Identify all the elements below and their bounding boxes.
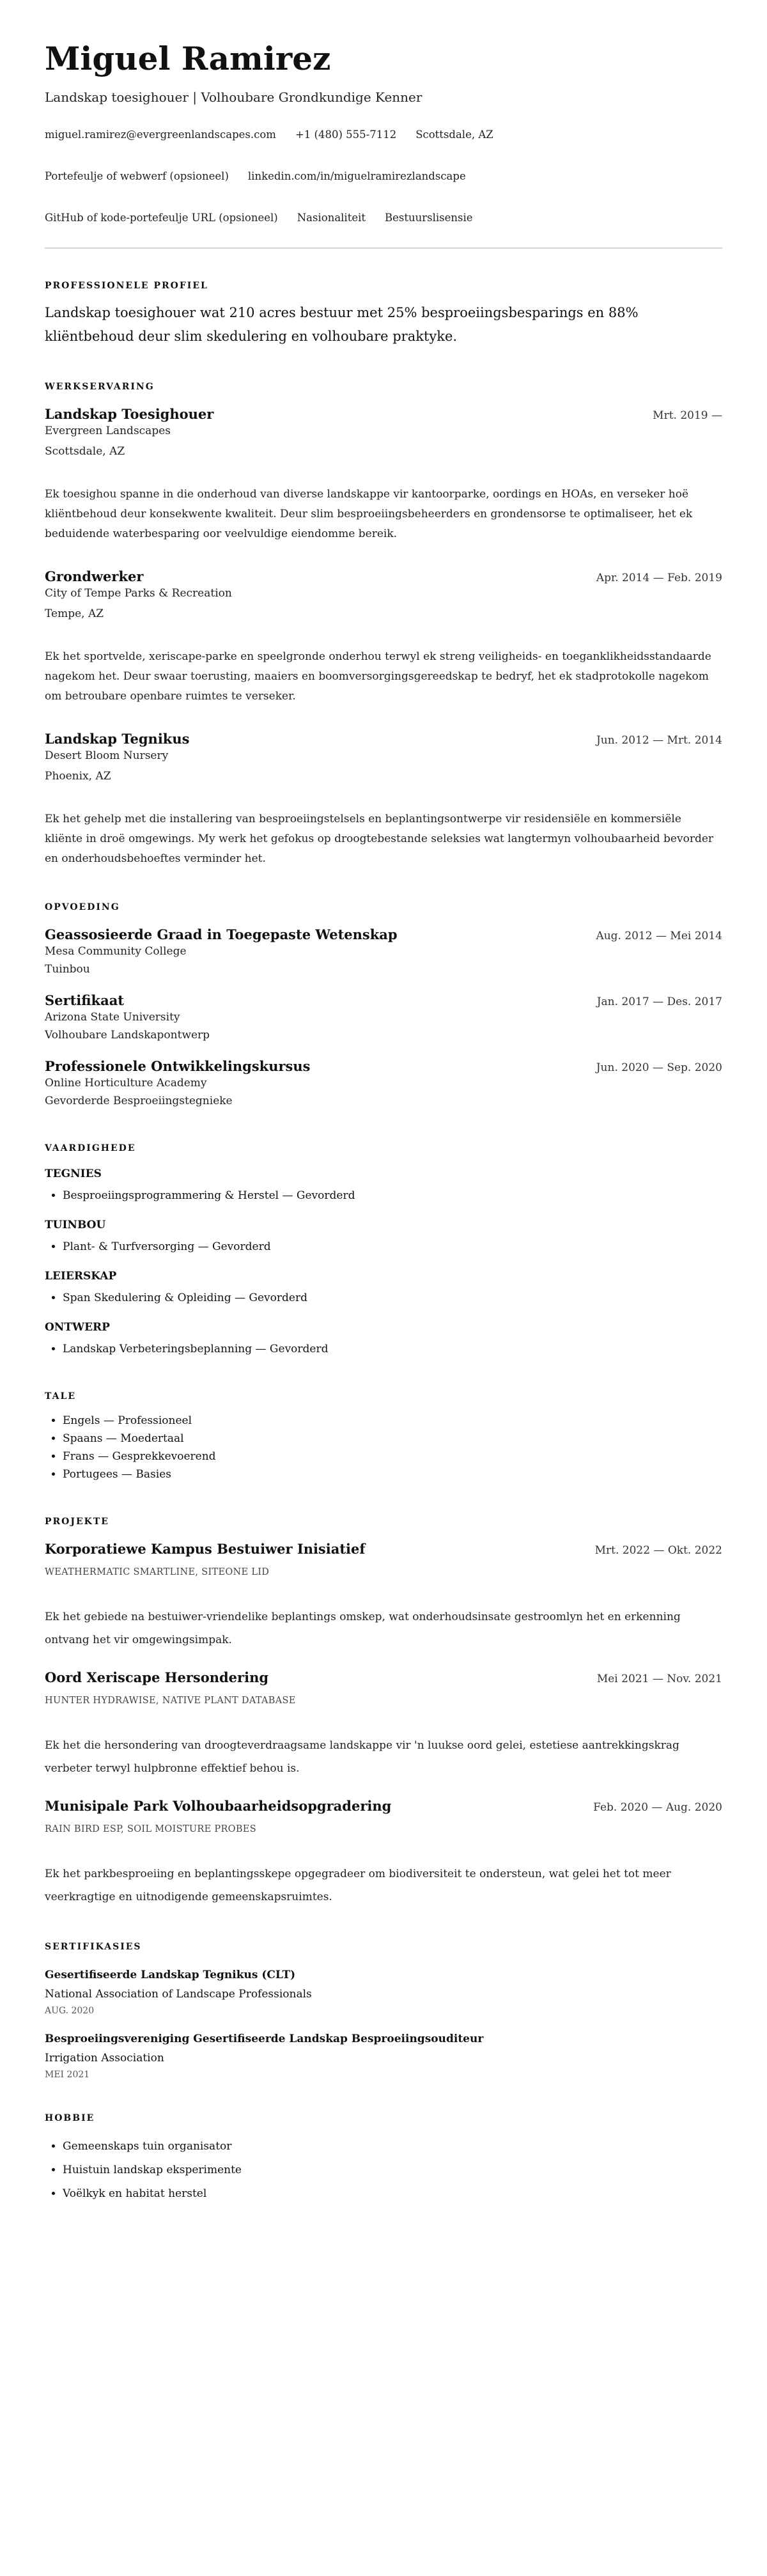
hobby-item: • Voëlkyk en habitat herstel [63,2182,722,2206]
job-title: Landskap Toesighouer [45,406,214,422]
entry-header [45,731,722,747]
skill-list [45,1340,722,1358]
entry-header [45,992,722,1008]
certification-title: Gesertifiseerde Landskap Tegnikus (CLT) [45,1969,296,1981]
languages-section [45,1391,722,1483]
contact-location: Scottsdale, AZ [415,129,493,141]
education-section [45,902,722,1110]
certification-entry [45,2033,722,2080]
institution-name: Online Horticulture Academy [45,1077,207,1089]
candidate-name: Miguel Ramirez [45,40,331,77]
section-title: OPVOEDING [45,902,120,912]
language-item: • Engels — Professioneel [63,1412,722,1430]
entry-date: Jan. 2017 — Des. 2017 [596,995,722,1008]
project-description: Ek het die hersondering van droogteverdraagsame landskappe vir 'n luukse oord gelei, estetiese aantrekkingskrag verbeter terwyl hulpbronne effektief behou is. [45,1739,679,1775]
education-entry [45,1058,722,1110]
entry-header [45,1541,722,1557]
hobby-item: • Huistuin landskap eksperimente [63,2158,722,2182]
certification-date: AUG. 2020 [45,2006,95,2016]
skill-item: • Landskap Verbeteringsbeplanning — Gevorderd [63,1340,722,1358]
entry-header [45,1669,722,1685]
hobbies-section [45,2113,722,2206]
entry-date: Feb. 2020 — Aug. 2020 [593,1801,722,1814]
project-description: Ek het gebiede na bestuiwer-vriendelike beplantings omskep, wat onderhoudsinsate gestroomlyn het en erkenning ontvang het vir omgewingsimpak. [45,1611,681,1646]
degree-title: Geassosieerde Graad in Toegepaste Wetenskap [45,926,398,942]
header-divider [45,247,722,249]
project-technologies: WEATHERMATIC SMARTLINE, SITEONE LID [45,1567,270,1577]
job-title: Landskap Tegnikus [45,731,190,747]
section-title: WERKSERVARING [45,382,155,392]
skill-item: • Besproeiingsprogrammering & Herstel — Gevorderd [63,1187,722,1205]
project-title: Munisipale Park Volhoubaarheidsopgradering [45,1798,392,1814]
contact-phone: +1 (480) 555-7112 [295,129,397,141]
job-entry [45,568,722,706]
hobby-item: • Gemeenskaps tuin organisator [63,2135,722,2158]
entry-date: Jun. 2012 — Mrt. 2014 [596,734,722,747]
project-technologies: RAIN BIRD ESP, SOIL MOISTURE PROBES [45,1824,256,1834]
job-description: Ek het sportvelde, xeriscape-parke en speelgronde onderhou terwyl ek streng veiligheids- en toeganklikheidsstandaarde nagekom het. Deur swaar toerusting, maaiers en boomversorgingsgereedskap te bedryf, het ek stadprotokolle nagekom om betroubare openbare ruimtes te verseker. [45,650,711,703]
skill-category: TEGNIES [45,1167,102,1180]
projects-section [45,1517,722,1909]
contact-row [45,160,722,192]
section-title: PROFESSIONELE PROFIEL [45,281,208,291]
degree-title: Professionele Ontwikkelingskursus [45,1058,311,1074]
language-item: • Portugees — Basies [63,1465,722,1483]
certification-issuer: National Association of Landscape Professionals [45,1988,312,2001]
job-location: Phoenix, AZ [45,770,111,783]
field-of-study: Volhoubare Landskapontwerp [45,1029,210,1042]
skills-section [45,1143,722,1358]
entry-header [45,568,722,584]
education-entry [45,926,722,978]
skill-category: ONTWERP [45,1321,110,1334]
contact-row [45,202,722,233]
resume-header [45,40,722,249]
skill-category: LEIERSKAP [45,1270,117,1283]
certification-date: MEI 2021 [45,2070,90,2080]
company-name: Desert Bloom Nursery [45,749,169,762]
institution-name: Mesa Community College [45,945,187,958]
contact-github[interactable]: GitHub of kode-portefeulje URL (opsioneel) [45,212,278,224]
entry-date: Aug. 2012 — Mei 2014 [596,930,722,942]
project-entry [45,1541,722,1651]
entry-date: Mei 2021 — Nov. 2021 [596,1673,722,1685]
contact-portfolio[interactable]: Portefeulje of webwerf (opsioneel) [45,170,229,182]
skill-category: TUINBOU [45,1219,106,1231]
contact-email[interactable]: miguel.ramirez@evergreenlandscapes.com [45,129,276,141]
certification-title: Besproeiingsvereniging Gesertifiseerde Landskap Besproeiingsouditeur [45,2033,484,2045]
entry-date: Apr. 2014 — Feb. 2019 [596,572,722,584]
language-item: • Frans — Gesprekkevoerend [63,1448,722,1465]
certifications-section [45,1942,722,2080]
language-item: • Spaans — Moedertaal [63,1430,722,1448]
section-title: SERTIFIKASIES [45,1942,142,1952]
contact-nationality: Nasionaliteit [297,212,366,224]
section-title: PROJEKTE [45,1517,109,1527]
project-title: Oord Xeriscape Hersondering [45,1669,269,1685]
contact-linkedin[interactable]: linkedin.com/in/miguelramirezlandscape [247,170,466,182]
company-name: City of Tempe Parks & Recreation [45,587,232,600]
contact-row [45,119,722,150]
field-of-study: Gevorderde Besproeiingstegnieke [45,1095,233,1107]
entry-header [45,1798,722,1814]
entry-date: Mrt. 2019 — [653,409,722,422]
certification-issuer: Irrigation Association [45,2052,164,2065]
field-of-study: Tuinbou [45,963,90,976]
entry-header [45,1058,722,1074]
job-entry [45,731,722,869]
job-description: Ek het gehelp met die installering van besproeiingstelsels en beplantingsontwerpe vir residensiële en kommersiële kliënte in droë omgewings. My werk het gefokus op droogtebestande seleksies wat langtermyn volhoubaarheid bevorder en onderhoudsbehoeftes verminder het. [45,813,714,865]
entry-date: Jun. 2020 — Sep. 2020 [596,1061,722,1074]
section-title: HOBBIE [45,2113,95,2123]
skill-list [45,1238,722,1256]
entry-header [45,406,722,422]
certification-entry [45,1969,722,2016]
section-title: TALE [45,1391,77,1401]
education-entry [45,992,722,1044]
skill-list [45,1289,722,1307]
company-name: Evergreen Landscapes [45,425,171,437]
headline: Landskap toesighouer | Volhoubare Grondkundige Kenner [45,90,422,105]
job-location: Tempe, AZ [45,607,104,620]
skill-item: • Plant- & Turfversorging — Gevorderd [63,1238,722,1256]
project-entry [45,1669,722,1780]
skill-list [45,1187,722,1205]
job-description: Ek toesighou spanne in die onderhoud van diverse landskappe vir kantoorparke, oordings en HOAs, en verseker hoë kliëntbehoud deur konsekwente kwaliteit. Deur slim besproeiingsbeheerders en grondensorse te optimaliseer, het ek beduidende waterbesparing oor veelvuldige eiendomme bereik. [45,488,693,540]
project-title: Korporatiewe Kampus Bestuiwer Inisiatief [45,1541,366,1557]
contact-license: Bestuurslisensie [385,212,473,224]
project-description: Ek het parkbesproeiing en beplantingsskepe opgegradeer om biodiversiteit te ondersteun, wat gelei het tot meer veerkragtige en uitnodigende gemeenskapsruimtes. [45,1868,671,1903]
job-title: Grondwerker [45,568,144,584]
job-location: Scottsdale, AZ [45,445,125,458]
project-technologies: HUNTER HYDRAWISE, NATIVE PLANT DATABASE [45,1696,296,1706]
profile-section [45,281,722,348]
entry-header [45,926,722,942]
entry-date: Mrt. 2022 — Okt. 2022 [594,1544,722,1557]
section-title: VAARDIGHEDE [45,1143,136,1153]
degree-title: Sertifikaat [45,992,125,1008]
job-entry [45,406,722,544]
skill-item: • Span Skedulering & Opleiding — Gevorderd [63,1289,722,1307]
project-entry [45,1798,722,1909]
experience-section [45,382,722,869]
profile-text: Landskap toesighouer wat 210 acres bestuur met 25% besproeiingsbesparings en 88% kliëntbehoud deur slim skedulering en volhoubare praktyke. [45,305,639,344]
institution-name: Arizona State University [45,1011,180,1024]
